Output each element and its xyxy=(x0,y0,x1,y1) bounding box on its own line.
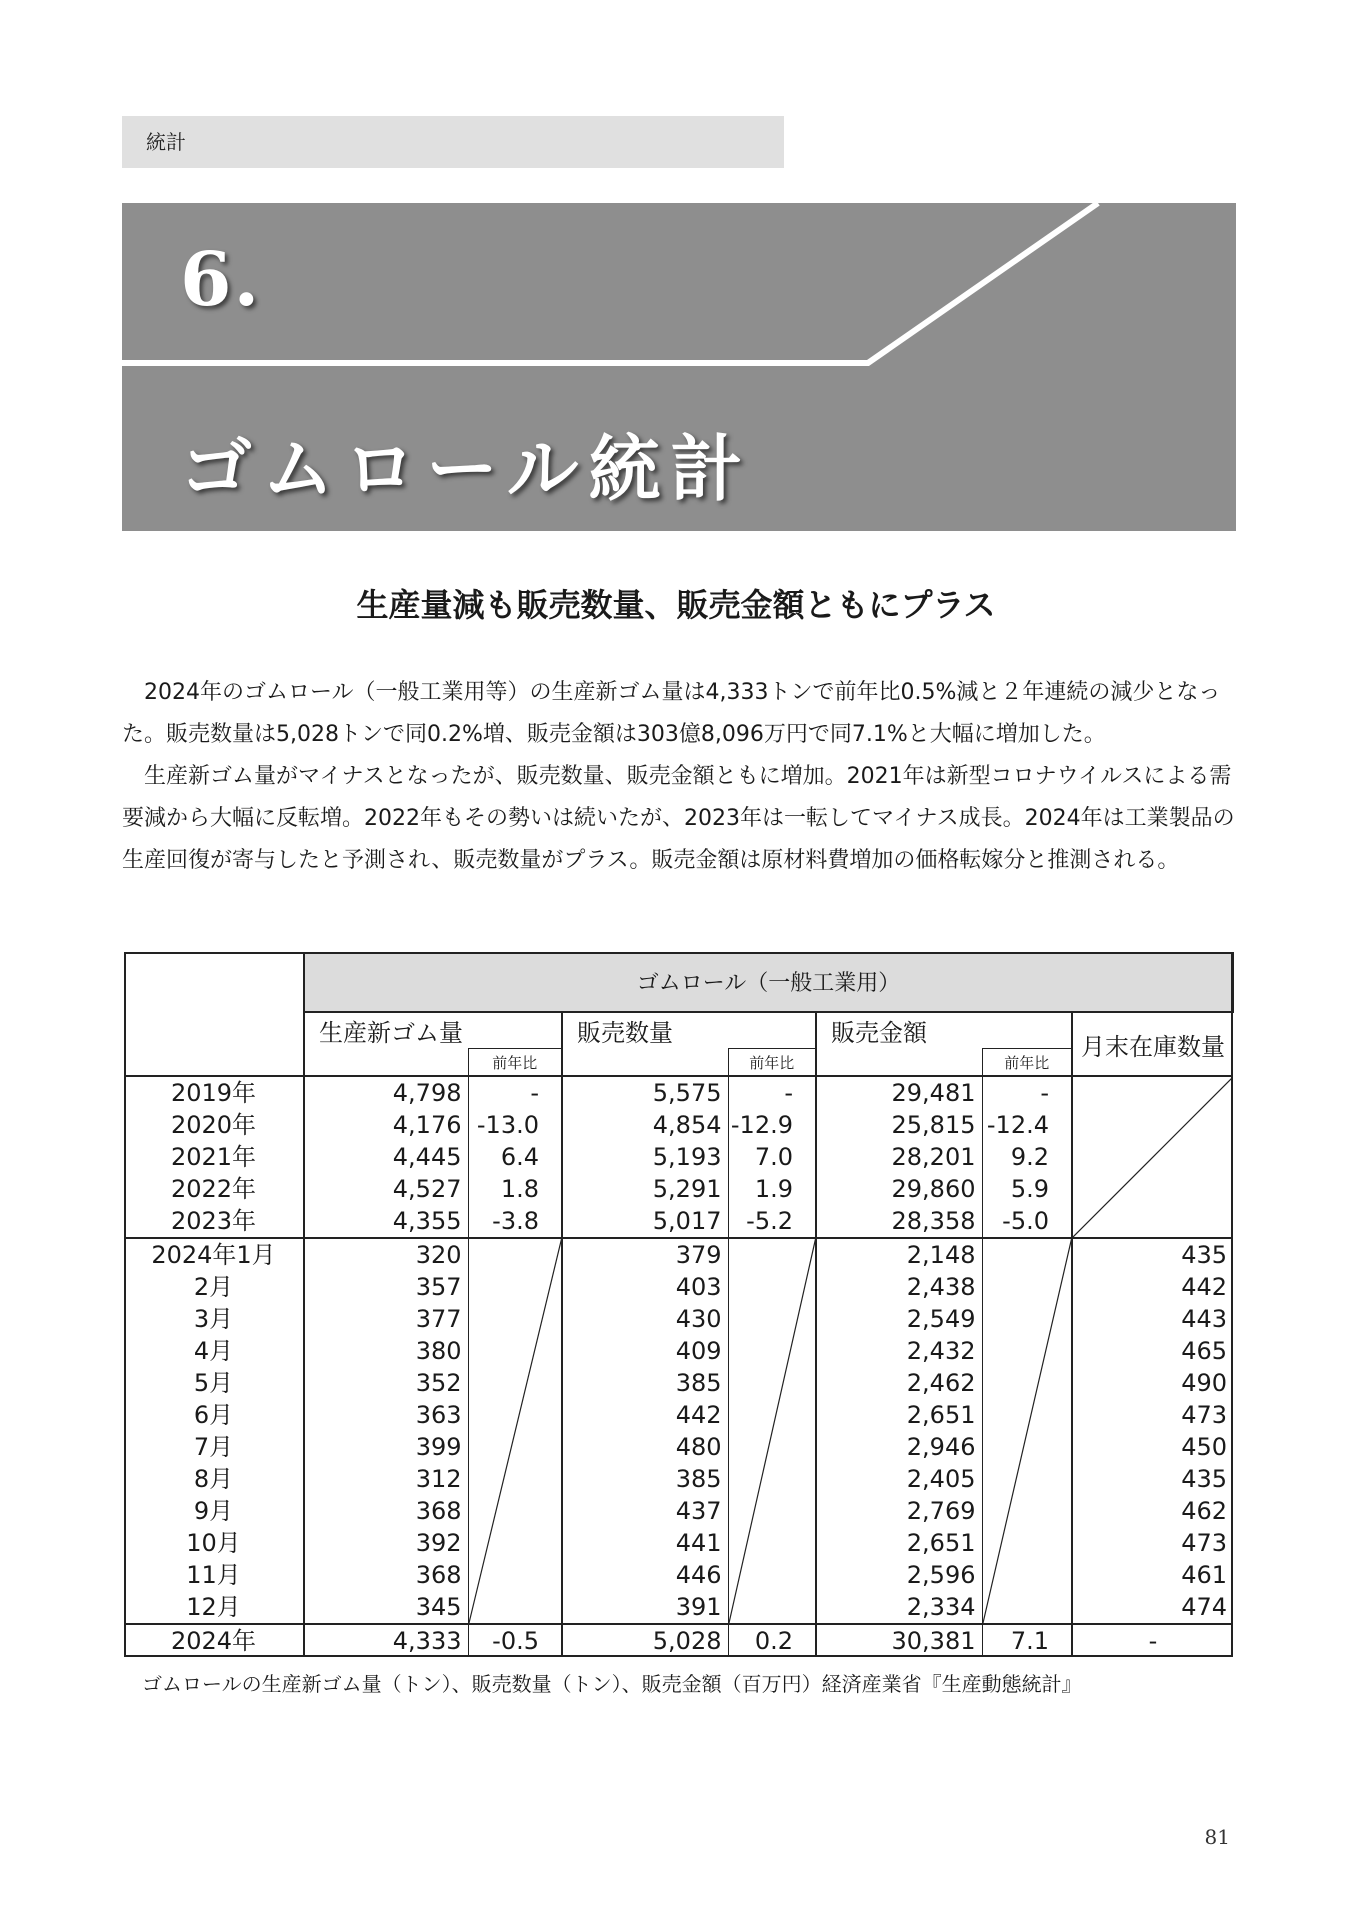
production-value: 312 xyxy=(304,1463,468,1495)
subheadline: 生産量減も販売数量、販売金額ともにプラス xyxy=(356,586,996,624)
table-row-annual xyxy=(124,1109,1233,1141)
header-spacer xyxy=(816,1049,982,1077)
sales-amt-value: 2,651 xyxy=(816,1527,982,1559)
production-value: 363 xyxy=(304,1399,468,1431)
sales-qty-value: 446 xyxy=(562,1559,728,1591)
sales-qty-value: 442 xyxy=(562,1399,728,1431)
production-yoy: -3.8 xyxy=(468,1205,562,1238)
sales-amt-value: 2,432 xyxy=(816,1335,982,1367)
sales-amt-value: 25,815 xyxy=(816,1109,982,1141)
diagonal-slash xyxy=(729,1239,816,1623)
header-production-yoy: 前年比 xyxy=(468,1049,562,1077)
production-value: 368 xyxy=(304,1495,468,1527)
sales-amt-value: 2,651 xyxy=(816,1399,982,1431)
row-label: 2020年 xyxy=(124,1109,304,1141)
production-value: 352 xyxy=(304,1367,468,1399)
production-value: 4,176 xyxy=(304,1109,468,1141)
diagonal-slash xyxy=(983,1239,1072,1623)
sales-amt-value: 29,860 xyxy=(816,1173,982,1205)
row-label: 7月 xyxy=(124,1431,304,1463)
row-label: 10月 xyxy=(124,1527,304,1559)
inventory-value: 462 xyxy=(1181,1497,1227,1525)
chapter-number: 6. xyxy=(180,237,262,323)
inventory-value: 442 xyxy=(1181,1273,1227,1301)
inventory-value: 473 xyxy=(1181,1529,1227,1557)
header-spacer xyxy=(562,1049,728,1077)
sales-amt-yoy: 9.2 xyxy=(982,1141,1072,1173)
sales-qty-value: 5,575 xyxy=(562,1076,728,1109)
inventory-value: 443 xyxy=(1181,1305,1227,1333)
sales-qty-yoy: 0.2 xyxy=(728,1624,816,1657)
sales-qty-value: 4,854 xyxy=(562,1109,728,1141)
row-label: 11月 xyxy=(124,1559,304,1591)
inventory-value: 474 xyxy=(1181,1593,1227,1621)
row-label: 12月 xyxy=(124,1591,304,1624)
inventory-value: 465 xyxy=(1181,1337,1227,1365)
table-row-monthly xyxy=(124,1238,1233,1271)
sales-qty-value: 379 xyxy=(562,1238,728,1271)
sales-amt-value: 2,769 xyxy=(816,1495,982,1527)
table-row-annual xyxy=(124,1205,1233,1238)
sales-qty-value: 409 xyxy=(562,1335,728,1367)
sales-qty-value: 480 xyxy=(562,1431,728,1463)
production-yoy: 6.4 xyxy=(468,1141,562,1173)
row-label: 3月 xyxy=(124,1303,304,1335)
body-paragraph: 2024年のゴムロール（一般工業用等）の生産新ゴム量は4,333トンで前年比0.5%減と２年連続の減少となった。販売数量は5,028トンで同0.2%増、販売金額は303億8,096万円で同7.1%と大幅に増加した。 xyxy=(122,680,1221,747)
production-value: 4,445 xyxy=(304,1141,468,1173)
sales-qty-value: 391 xyxy=(562,1591,728,1624)
production-value: 392 xyxy=(304,1527,468,1559)
production-value: 4,355 xyxy=(304,1205,468,1238)
sales-qty-value: 385 xyxy=(562,1463,728,1495)
inventory-value: 435 xyxy=(1181,1465,1227,1493)
table-corner xyxy=(124,952,304,1076)
inventory-value: - xyxy=(1072,1624,1233,1657)
statistics-table xyxy=(124,952,1234,1657)
chapter-title: ゴムロール統計 xyxy=(180,426,753,511)
row-label: 2023年 xyxy=(124,1205,304,1238)
row-label: 6月 xyxy=(124,1399,304,1431)
sales-qty-value: 403 xyxy=(562,1271,728,1303)
sales-qty-value: 437 xyxy=(562,1495,728,1527)
row-label: 2021年 xyxy=(124,1141,304,1173)
page-number: 81 xyxy=(1204,1825,1230,1849)
table-row-annual xyxy=(124,1173,1233,1205)
production-value: 399 xyxy=(304,1431,468,1463)
sales-qty-value: 385 xyxy=(562,1367,728,1399)
sales-amt-value: 30,381 xyxy=(816,1624,982,1657)
production-value: 4,527 xyxy=(304,1173,468,1205)
production-value: 368 xyxy=(304,1559,468,1591)
production-value: 377 xyxy=(304,1303,468,1335)
sales-amt-value: 2,596 xyxy=(816,1559,982,1591)
chapter-banner xyxy=(122,203,1236,531)
inventory-value: 473 xyxy=(1181,1401,1227,1429)
production-yoy: -13.0 xyxy=(468,1109,562,1141)
sales-amt-yoy-not-applicable xyxy=(982,1238,1072,1624)
table-row-annual xyxy=(124,1141,1233,1173)
sales-amt-value: 2,148 xyxy=(816,1238,982,1271)
diagonal-slash xyxy=(469,1239,562,1623)
inventory-not-applicable xyxy=(1072,1076,1233,1238)
sales-qty-value: 430 xyxy=(562,1303,728,1335)
body-text xyxy=(122,672,1236,882)
table-group-header: ゴムロール（一般工業用） xyxy=(304,952,1233,1012)
sales-amt-value: 2,462 xyxy=(816,1367,982,1399)
sales-qty-value: 5,291 xyxy=(562,1173,728,1205)
header-spacer xyxy=(304,1049,468,1077)
sales-amt-yoy: - xyxy=(982,1076,1072,1109)
header-sales-qty: 販売数量 xyxy=(562,1012,816,1049)
header-sales-amt-yoy: 前年比 xyxy=(982,1049,1072,1077)
sales-amt-yoy: -12.4 xyxy=(982,1109,1072,1141)
inventory-value: 461 xyxy=(1181,1561,1227,1589)
production-yoy: -0.5 xyxy=(468,1624,562,1657)
sales-qty-yoy: 7.0 xyxy=(728,1141,816,1173)
sales-amt-value: 2,946 xyxy=(816,1431,982,1463)
inventory-value: 450 xyxy=(1181,1433,1227,1461)
table-row-total xyxy=(124,1624,1233,1657)
row-label: 2月 xyxy=(124,1271,304,1303)
sales-amt-value: 28,358 xyxy=(816,1205,982,1238)
header-sales-amt: 販売金額 xyxy=(816,1012,1072,1049)
sales-amt-value: 2,549 xyxy=(816,1303,982,1335)
section-tab: 統計 xyxy=(122,116,784,168)
production-yoy-not-applicable xyxy=(468,1238,562,1624)
inventory-value: 435 xyxy=(1072,1238,1233,1271)
header-production: 生産新ゴム量 xyxy=(304,1012,562,1049)
sales-qty-value: 5,193 xyxy=(562,1141,728,1173)
sales-qty-yoy-not-applicable xyxy=(728,1238,816,1624)
row-label: 2024年1月 xyxy=(124,1238,304,1271)
production-value: 320 xyxy=(304,1238,468,1271)
source-note: ゴムロールの生産新ゴム量（トン）、販売数量（トン）、販売金額（百万円）経済産業省『生産動態統計』 xyxy=(142,1672,1082,1696)
diagonal-slash xyxy=(1073,1077,1233,1237)
sales-amt-yoy: 7.1 xyxy=(982,1624,1072,1657)
sales-amt-value: 2,405 xyxy=(816,1463,982,1495)
production-value: 380 xyxy=(304,1335,468,1367)
production-value: 4,798 xyxy=(304,1076,468,1109)
sales-qty-yoy: 1.9 xyxy=(728,1173,816,1205)
sales-amt-value: 2,334 xyxy=(816,1591,982,1624)
production-value: 345 xyxy=(304,1591,468,1624)
production-yoy: 1.8 xyxy=(468,1173,562,1205)
production-yoy: - xyxy=(468,1076,562,1109)
sales-qty-yoy: - xyxy=(728,1076,816,1109)
row-label: 9月 xyxy=(124,1495,304,1527)
sales-amt-yoy: -5.0 xyxy=(982,1205,1072,1238)
row-label: 2019年 xyxy=(124,1076,304,1109)
row-label: 5月 xyxy=(124,1367,304,1399)
table-row-annual xyxy=(124,1076,1233,1109)
sales-qty-value: 5,028 xyxy=(562,1624,728,1657)
body-paragraph: 生産新ゴム量がマイナスとなったが、販売数量、販売金額ともに増加。2021年は新型コロナウイルスによる需要減から大幅に反転増。2022年もその勢いは続いたが、2023年は一転してマイナス成長。2024年は工業製品の生産回復が寄与したと予測され、販売数量がプラス。販売金額は原材料費増加の価格転嫁分と推測される。 xyxy=(122,764,1235,873)
sales-qty-value: 441 xyxy=(562,1527,728,1559)
sales-amt-value: 28,201 xyxy=(816,1141,982,1173)
sales-amt-yoy: 5.9 xyxy=(982,1173,1072,1205)
inventory-value: 490 xyxy=(1181,1369,1227,1397)
production-value: 357 xyxy=(304,1271,468,1303)
row-label: 8月 xyxy=(124,1463,304,1495)
header-sales-qty-yoy: 前年比 xyxy=(728,1049,816,1077)
row-label: 2022年 xyxy=(124,1173,304,1205)
production-value: 4,333 xyxy=(304,1624,468,1657)
sales-qty-value: 5,017 xyxy=(562,1205,728,1238)
row-label: 4月 xyxy=(124,1335,304,1367)
sales-qty-yoy: -5.2 xyxy=(728,1205,816,1238)
sales-amt-value: 29,481 xyxy=(816,1076,982,1109)
row-label: 2024年 xyxy=(124,1624,304,1657)
sales-amt-value: 2,438 xyxy=(816,1271,982,1303)
sales-qty-yoy: -12.9 xyxy=(728,1109,816,1141)
header-inventory: 月末在庫数量 xyxy=(1081,1032,1225,1061)
